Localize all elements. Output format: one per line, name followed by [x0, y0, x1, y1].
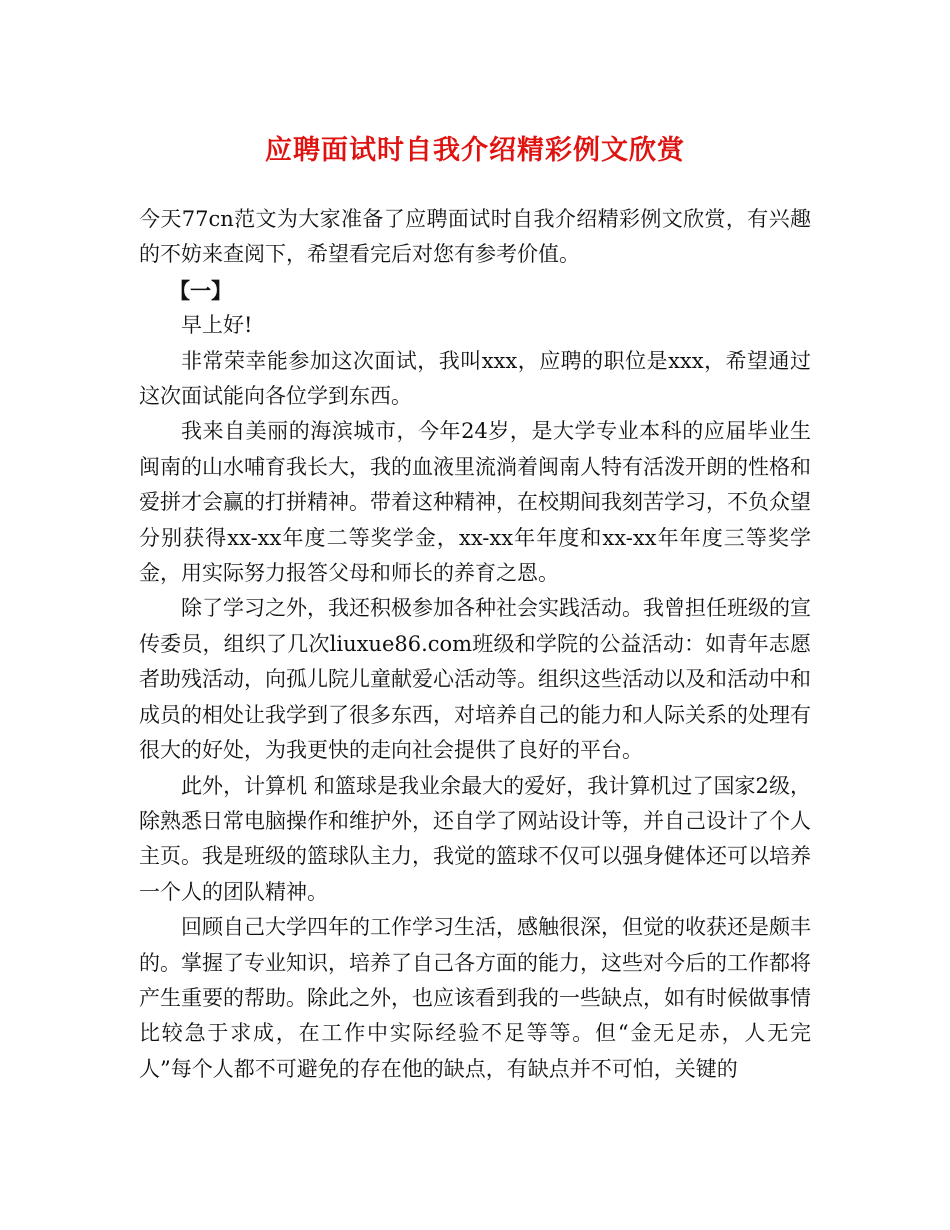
document-body: [139, 202, 811, 1087]
body-paragraph: 我来自美丽的海滨城市，今年24岁，是大学专业本科的应届毕业生闽南的山水哺育我长大，我的血液里流淌着闽南人特有活泼开朗的性格和爱拼才会赢的打拼精神。带着这种精神，在校期间我刻苦学习，不负众望分别获得xx-xx年度二等奖学金，xx-xx年年度和xx-xx年年度三等奖学金，用实际努力报答父母和师长的养育之恩。: [139, 419, 811, 586]
page-title: 应聘面试时自我介绍精彩例文欣赏: [265, 135, 685, 166]
intro-paragraph: 今天77cn范文为大家准备了应聘面试时自我介绍精彩例文欣赏，有兴趣的不妨来查阅下，希望看完后对您有参考价值。: [139, 207, 811, 267]
greeting-paragraph: 早上好!: [181, 313, 253, 338]
body-paragraph: 非常荣幸能参加这次面试，我叫xxx，应聘的职位是xxx，希望通过这次面试能向各位学到东西。: [139, 348, 811, 409]
body-paragraph: 此外，计算机 和篮球是我业余最大的爱好，我计算机过了国家2级，除熟悉日常电脑操作和维护外，还自学了网站设计等，并自己设计了个人主页。我是班级的篮球队主力，我觉的篮球不仅可以强身健体还可以培养一个人的团队精神。: [139, 773, 811, 904]
body-paragraph: 除了学习之外，我还积极参加各种社会实践活动。我曾担任班级的宣传委员，组织了几次liuxue86.com班级和学院的公益活动：如青年志愿者助残活动，向孤儿院儿童献爱心活动等。组织这些活动以及和活动中和成员的相处让我学到了很多东西，对培养自己的能力和人际关系的处理有很大的好处，为我更快的走向社会提供了良好的平台。: [139, 596, 811, 763]
body-paragraph: 回顾自己大学四年的工作学习生活，感触很深，但觉的收获还是颇丰的。掌握了专业知识，培养了自己各方面的能力，这些对今后的工作都将产生重要的帮助。除此之外，也应该看到我的一些缺点，如有时候做事情比较急于求成，在工作中实际经验不足等等。但“金无足赤，人无完人”每个人都不可避免的存在他的缺点，有缺点并不可怕，关键的: [139, 915, 811, 1081]
section-heading: 【一】: [169, 277, 232, 303]
